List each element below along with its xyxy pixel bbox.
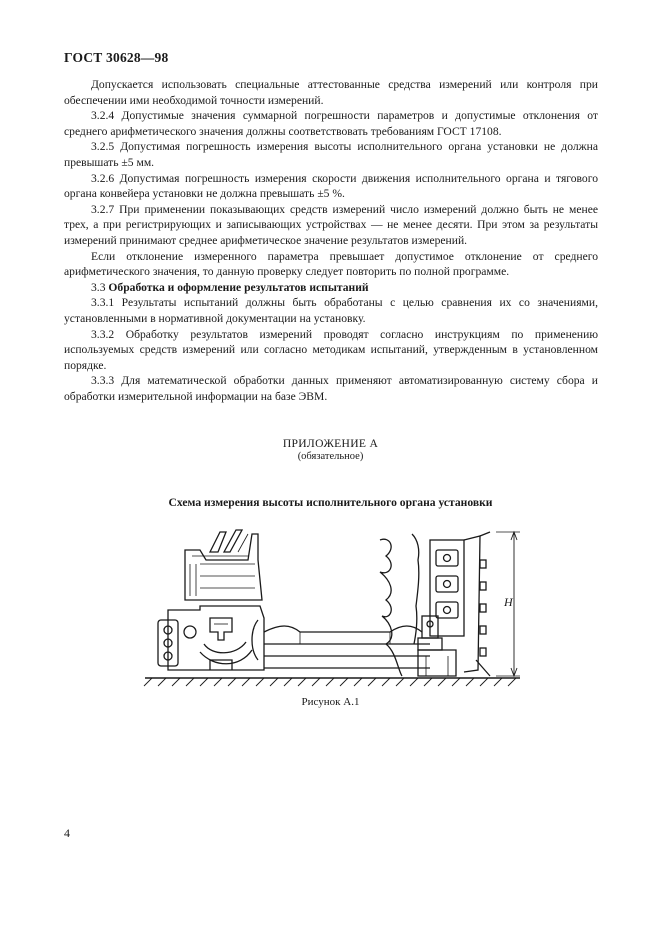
paragraph: 3.2.7 При применении показывающих средств измерений число измерений должно быть не менее трех, а при регистрирующих и записывающих устройствах — не менее десяти. При этом за результаты измерений принимают среднее арифметическое значение результатов измерений. bbox=[64, 202, 598, 247]
appendix-subtitle: (обязательное) bbox=[297, 451, 364, 462]
measurement-scheme-drawing bbox=[140, 520, 530, 690]
paragraph: Если отклонение измеренного параметра превышает допустимое отклонение от среднего арифметического значения, то данную проверку следует повторить по полной программе. bbox=[64, 249, 598, 279]
page-number: 4 bbox=[64, 826, 70, 840]
paragraph: 3.3.2 Обработку результатов измерений проводят согласно инструкциям по применению используемых средств измерений или согласно методикам испытаний, утвержденным в установленном порядке. bbox=[64, 327, 598, 372]
section-heading bbox=[64, 280, 598, 296]
document-header: ГОСТ 30628—98 bbox=[64, 50, 169, 65]
appendix-title: ПРИЛОЖЕНИЕ А bbox=[282, 437, 379, 450]
paragraph: Допускается использовать специальные аттестованные средства измерений или контроля при обеспечении ими необходимой точности измерений. bbox=[64, 78, 598, 107]
dimension-label-h: H bbox=[504, 595, 513, 609]
paragraph: 3.3.1 Результаты испытаний должны быть обработаны с целью сравнения их со значениями, установленными в нормативной документации на установку. bbox=[64, 296, 598, 325]
paragraph: 3.2.5 Допустимая погрешность измерения высоты исполнительного органа установки не должна превышать ±5 мм. bbox=[64, 140, 598, 169]
body-text bbox=[64, 77, 598, 404]
section-number: 3.3 bbox=[91, 280, 106, 294]
paragraph: 3.2.6 Допустимая погрешность измерения скорости движения исполнительного органа и тягового органа конвейера установки не должна превышать ±5 %. bbox=[64, 171, 598, 201]
paragraph: 3.2.4 Допустимые значения суммарной погрешности параметров и допустимые отклонения от среднего арифметического значения должны соответствовать требованиям ГОСТ 17108. bbox=[64, 109, 598, 138]
scheme-title: Схема измерения высоты исполнительного органа установки bbox=[168, 496, 493, 509]
measurement-scheme-figure bbox=[140, 520, 530, 690]
figure-caption: Рисунок А.1 bbox=[301, 696, 360, 708]
section-title: Обработка и оформление результатов испытаний bbox=[108, 280, 369, 294]
paragraph: 3.3.3 Для математической обработки данных применяют автоматизированную систему сбора и обработки измерительной информации на базе ЭВМ. bbox=[64, 374, 598, 403]
